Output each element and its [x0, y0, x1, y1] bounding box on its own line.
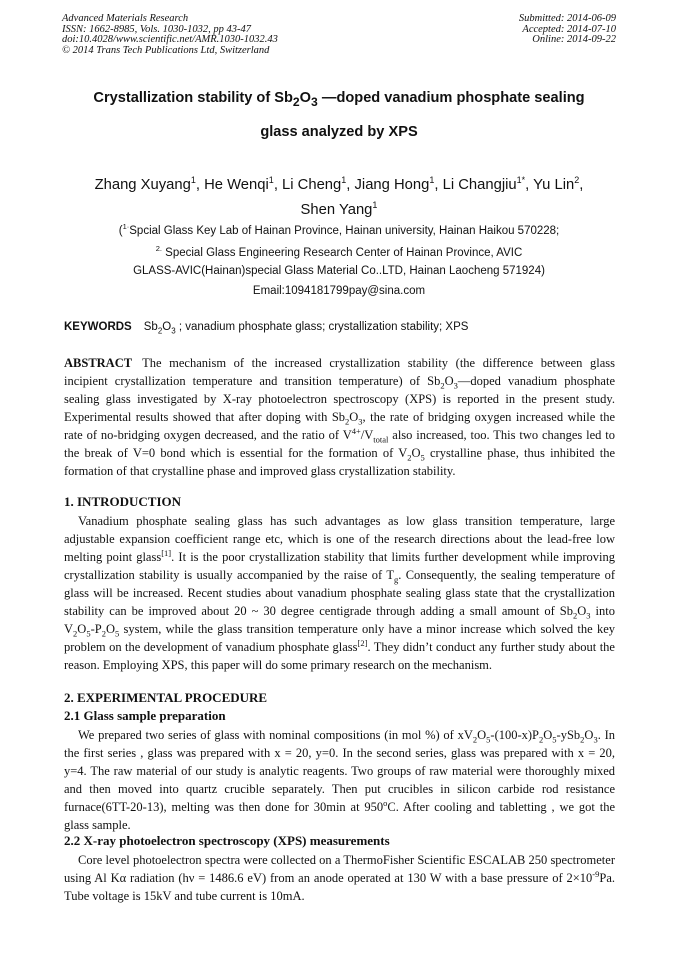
citation-2: [2]: [357, 637, 368, 648]
affiliation-3: GLASS-AVIC(Hainan)special Glass Material Co..LTD, Hainan Laocheng 571924): [133, 264, 545, 277]
affiliation-2: $^{2.}$ Special Glass Engineering Research Center of Hainan Province, AVIC: [155, 243, 523, 259]
submitted-date: Submitted: 2014-06-09: [518, 13, 616, 24]
sample-prep-paragraph: We prepared two series of glass with nominal compositions (in mol %) of $xV_2O_5-(100-x)P_2O_5-ySb_2O_3$. In the first series , glass was prepared with x = 20, y=0. In the second series, glass was prepared with x = 20, y=4. The raw material of our study is analytic reagents. Two groups of raw material were thoroughly mixed and then moved into quartz crucible separately. Then put crucibles in silicon carbide rod resistance furnace(6TT-20-13), melting was then done for 30min at 950$^o$C. After cooling and tabletting , we got the glass sample.: [64, 728, 616, 832]
abstract-label: ABSTRACT: [64, 356, 133, 370]
subsection-heading-xps: 2.2 X-ray photoelectron spectroscopy (XPS) measurements: [64, 833, 390, 848]
contact-email: Email:1094181799pay@sina.com: [252, 285, 426, 297]
keywords: KEYWORDS $Sb_2O_3$ ; vanadium phosphate glass; crystallization stability; XPS: [64, 321, 469, 336]
affiliations: [40, 218, 638, 280]
citation-1: [1]: [161, 547, 172, 558]
doi-line: doi:10.4028/www.scientific.net/AMR.1030-1032.43: [62, 34, 278, 46]
paper-title-line-1: Crystallization stability of $Sb_2O_3$ —doped vanadium phosphate sealing: [93, 90, 585, 109]
journal-header-left: [62, 14, 278, 56]
author-list: Zhang Xuyang$^1$, He Wenqi$^1$, Li Cheng$^1$, Jiang Hong$^1$, Li Changjiu$^{1*}$, Yu Lin$^2$, Shen Yang$^1$: [94, 175, 584, 218]
accepted-date: Accepted: 2014-07-10: [522, 23, 616, 35]
issn-line: ISSN: 1662-8985, Vols. 1030-1032, pp 43-47: [62, 23, 251, 35]
keywords-label: KEYWORDS: [64, 321, 132, 333]
xps-paragraph: Core level photoelectron spectra were collected on a ThermoFisher Scientific ESCALAB 250 spectrometer using Al Kα radiation (hν = 1486.6 eV) from an anode operated at 130 W with a base pressure of $2\times 10^{-9}Pa$. Tube voltage is 15kV and tube current is 10mA.: [64, 853, 615, 903]
online-date: Online: 2014-09-22: [532, 34, 616, 46]
copyright-line: © 2014 Trans Tech Publications Ltd, Switzerland: [62, 44, 270, 56]
introduction-paragraph: Vanadium phosphate sealing glass has such advantages as low glass transition temperature, large adjustable expansion coefficient range etc, which is one of the research directions about the lead-free low melting point glass[1]. It is the poor crystallization stability that limits further development while improving crystallization stability is usually accompanied by the raise of $T_g$. Consequently, the sealing temperature of glass will be increased. Recent studies about vanadium phosphate sealing glass state that the crystallization stability can be improved about 20 ~ 30 degree centigrade through adding a small amount of $Sb_2O_3$ into $V_2O_5-P_2O_5$ system, while the glass transition temperature only have a minor increase which solved the key problem on the development of vanadium phosphate glass[2]. They didn’t conduct any further study about the reason. Employing XPS, this paper will do some primary research on the mechanism.: [64, 514, 615, 672]
abstract-paragraph: ABSTRACT The mechanism of the increased crystallization stability (the difference between glass incipient crystallization temperature and transition temperature) of $Sb_2O_3—doped$ vanadium phosphate sealing glass investigated by X-ray photoelectron spectroscopy (XPS) is reported in the present study. Experimental results showed that after doping with $Sb_2O_3$, the rate of bridging oxygen increased while the rate of no-bridging oxygen decreased, and the ratio of $V^{4+}/V_{total}$ also increased, too. This two changes led to the break of V=0 bond which is essential for the formation of $V_2O_5$ crystalline phase, thus inhibited the formation of that crystalline phase and improved glass crystallization stability.: [64, 356, 615, 478]
journal-header-right: [519, 14, 616, 46]
section-heading-introduction: 1. INTRODUCTION: [64, 494, 182, 509]
section-heading-experimental: 2. EXPERIMENTAL PROCEDURE: [64, 690, 268, 705]
affiliation-1: ($^{1\cdot}$Spcial Glass Key Lab of Hainan Province, Hainan university, Hainan Haikou 570228;: [118, 222, 560, 237]
subsection-heading-sample-prep: 2.1 Glass sample preparation: [64, 708, 226, 723]
journal-name: Advanced Materials Research: [62, 13, 189, 24]
paper-title-line-2: glass analyzed by XPS: [260, 124, 418, 140]
